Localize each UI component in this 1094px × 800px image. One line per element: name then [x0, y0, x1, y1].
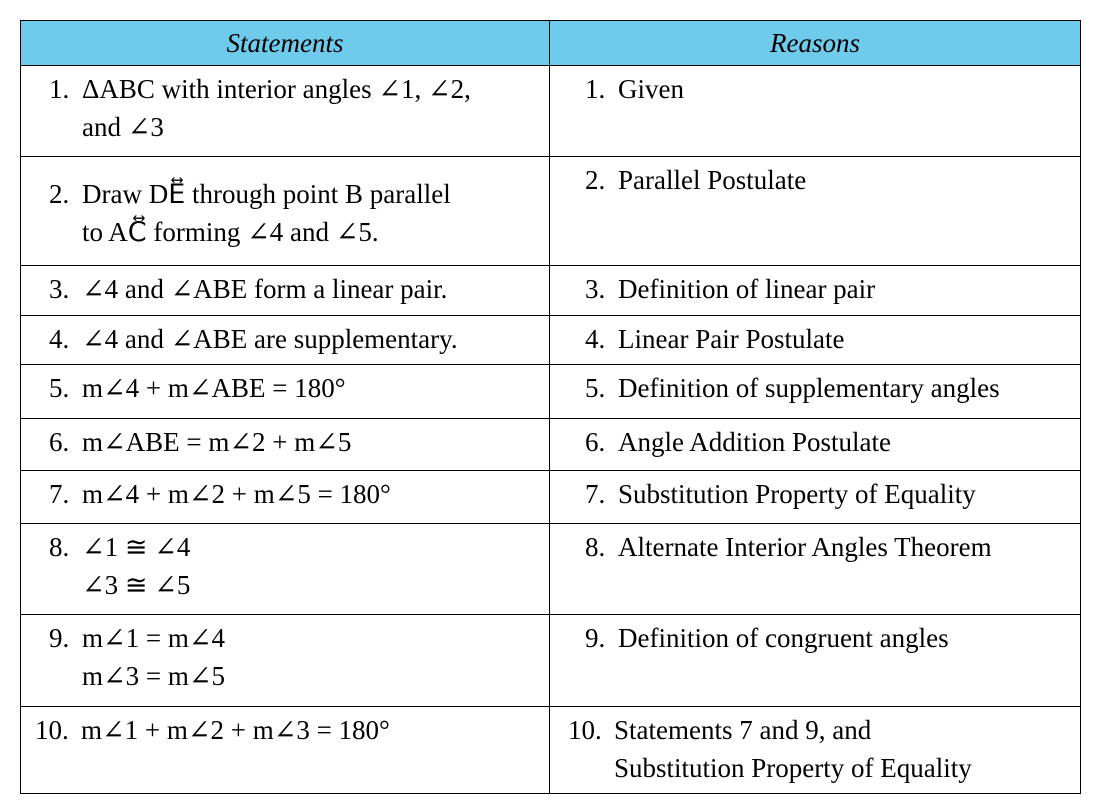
step-number: 9.: [49, 623, 70, 653]
proof-row: [21, 524, 1081, 615]
step-number: 2.: [49, 179, 70, 209]
step-number: 5.: [585, 373, 606, 403]
statement-cell: [21, 316, 550, 365]
reason-text: Substitution Property of Equality: [618, 479, 976, 509]
step-number: 10.: [568, 715, 602, 745]
statement-text: to AC⃡ forming ∠4 and ∠5.: [82, 217, 379, 247]
statement-text: m∠4 + m∠2 + m∠5 = 180°: [82, 479, 391, 509]
statement-text: m∠ABE = m∠2 + m∠5: [82, 427, 352, 457]
reason-cell: [550, 707, 1081, 794]
step-number: 7.: [585, 479, 606, 509]
reason-cell: [550, 471, 1081, 524]
statement-cell: [21, 419, 550, 471]
statement-text: m∠1 = m∠4: [82, 623, 225, 653]
proof-table: [20, 20, 1081, 794]
reason-text: Given: [618, 74, 684, 104]
statement-text: ∠3 ≅ ∠5: [82, 570, 191, 600]
step-number: 1.: [585, 74, 606, 104]
reason-text: Parallel Postulate: [618, 165, 807, 195]
step-number: 3.: [585, 274, 606, 304]
statement-text: ΔABC with interior angles ∠1, ∠2,: [82, 74, 471, 104]
reason-text: Angle Addition Postulate: [618, 427, 891, 457]
statement-cell: [21, 707, 550, 794]
statement-cell: [21, 615, 550, 707]
statement-text: ∠1 ≅ ∠4: [82, 532, 191, 562]
statement-text: m∠4 + m∠ABE = 180°: [82, 373, 346, 403]
step-number: 5.: [49, 373, 70, 403]
reason-text: Definition of congruent angles: [618, 623, 949, 653]
reason-cell: [550, 266, 1081, 316]
statement-cell: [21, 157, 550, 266]
proof-row: [21, 365, 1081, 419]
reason-cell: [550, 419, 1081, 471]
step-number: 8.: [585, 532, 606, 562]
reason-cell: [550, 615, 1081, 707]
step-number: 6.: [585, 427, 606, 457]
reason-text: Alternate Interior Angles Theorem: [618, 532, 992, 562]
proof-row: [21, 157, 1081, 266]
reason-cell: [550, 524, 1081, 615]
proof-row: [21, 66, 1081, 157]
statement-cell: [21, 266, 550, 316]
statement-text: m∠1 + m∠2 + m∠3 = 180°: [81, 715, 390, 745]
proof-row: [21, 707, 1081, 794]
statement-cell: [21, 524, 550, 615]
step-number: 4.: [585, 324, 606, 354]
reason-text: Linear Pair Postulate: [618, 324, 845, 354]
statement-text: ∠4 and ∠ABE are supplementary.: [82, 324, 458, 354]
step-number: 4.: [49, 324, 70, 354]
step-number: 8.: [49, 532, 70, 562]
statement-cell: [21, 471, 550, 524]
reason-cell: [550, 365, 1081, 419]
reason-cell: [550, 316, 1081, 365]
proof-row: [21, 266, 1081, 316]
statement-text: m∠3 = m∠5: [82, 661, 225, 691]
statement-cell: [21, 365, 550, 419]
step-number: 2.: [585, 165, 606, 195]
reasons-header: Reasons: [550, 21, 1081, 66]
step-number: 9.: [585, 623, 606, 653]
statement-text: Draw DE⃡ through point B parallel: [82, 179, 451, 209]
reason-text: Definition of supplementary angles: [618, 373, 1000, 403]
step-number: 7.: [49, 479, 70, 509]
reason-text: Substitution Property of Equality: [614, 753, 972, 783]
proof-row: [21, 615, 1081, 707]
reason-cell: [550, 66, 1081, 157]
proof-row: [21, 471, 1081, 524]
reason-cell: [550, 157, 1081, 266]
reason-text: Definition of linear pair: [618, 274, 876, 304]
step-number: 3.: [49, 274, 70, 304]
step-number: 6.: [49, 427, 70, 457]
statement-cell: [21, 66, 550, 157]
reason-text: Statements 7 and 9, and: [614, 715, 872, 745]
proof-row: [21, 419, 1081, 471]
statement-text: and ∠3: [82, 112, 164, 142]
proof-row: [21, 316, 1081, 365]
header-row: [21, 21, 1081, 66]
step-number: 10.: [35, 715, 69, 745]
statement-text: ∠4 and ∠ABE form a linear pair.: [82, 274, 448, 304]
statements-header: Statements: [21, 21, 550, 66]
step-number: 1.: [49, 74, 70, 104]
